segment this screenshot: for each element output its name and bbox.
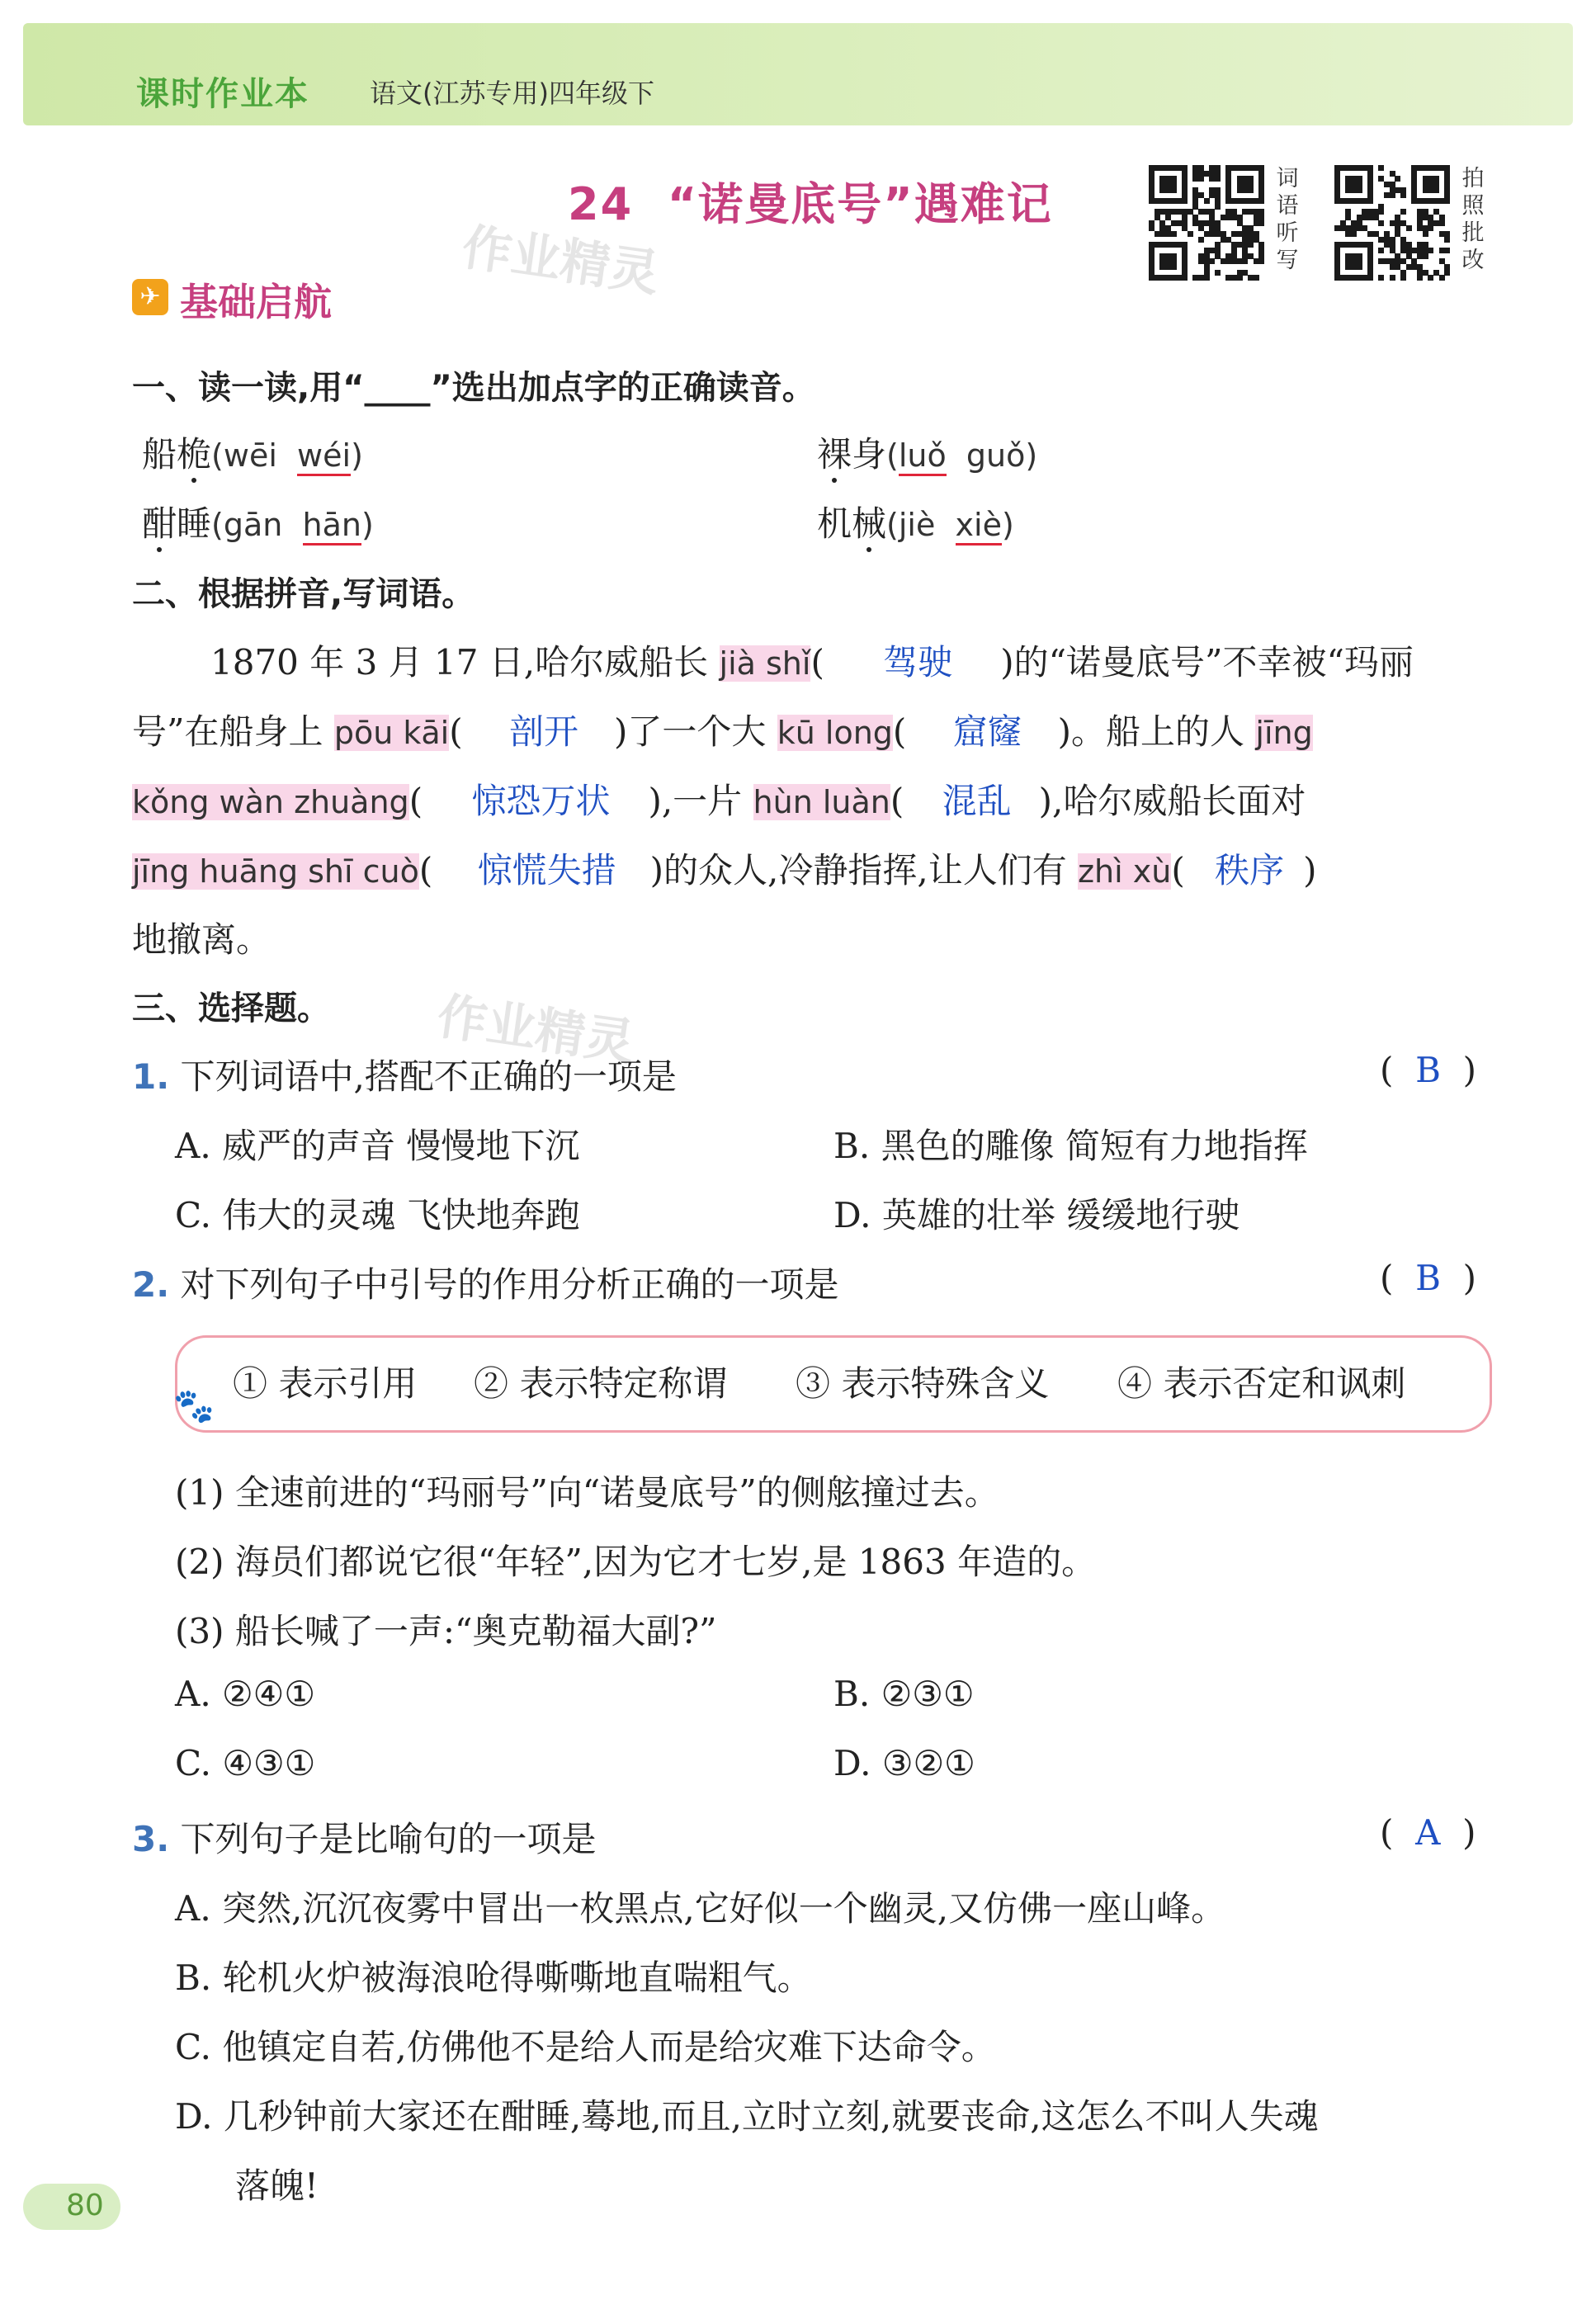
passage-text: ),哈尔威船长面对	[1038, 781, 1306, 821]
qr-module	[1209, 258, 1215, 264]
sentence: (3) 船长喊了一声:“奥克勒福大副?”	[175, 1611, 717, 1651]
qr-module	[1444, 237, 1450, 243]
qr-module	[1198, 176, 1204, 182]
qr-caption-char: 写	[1276, 248, 1299, 273]
qr-module	[1204, 198, 1210, 204]
option: A. 突然,沉沉夜雾中冒出一枚黑点,它好似一个幽灵,又仿佛一座山峰。	[175, 1888, 1226, 1929]
answer-bracket: ( A )	[1380, 1812, 1476, 1853]
pinyin-item: 酣睡(gān hān)	[142, 503, 374, 544]
qr-module	[1444, 270, 1450, 276]
pinyin-item: 裸身(luǒ guǒ)	[817, 434, 1038, 475]
section-title: 基础启航	[180, 280, 332, 324]
qr-module	[1406, 225, 1412, 231]
pinyin-item: 船桅(wēi wéi)	[142, 434, 363, 475]
qr-module	[1428, 225, 1433, 231]
qr-module	[1248, 242, 1254, 248]
qr-module	[1215, 204, 1221, 210]
option: D. 几秒钟前大家还在酣睡,蓦地,而且,立时立刻,就要丧命,这怎么不叫人失魂	[175, 2096, 1319, 2137]
qr-module	[1395, 176, 1400, 182]
qr-module	[1400, 275, 1406, 281]
answer-bracket: ( B )	[1380, 1050, 1477, 1090]
option: C. 他镇定自若,仿佛他不是给人而是给灾难下达命令。	[175, 2027, 996, 2067]
question-1	[132, 1050, 677, 1099]
qr-code-grading[interactable]	[1334, 165, 1450, 281]
lesson-title	[568, 169, 1053, 233]
reference-option: ③ 表示特殊含义	[796, 1363, 1050, 1404]
part1-heading: 一、读一读,用“____”选出加点字的正确读音。	[132, 369, 815, 407]
qr-module	[1423, 253, 1428, 259]
part2-line-2: 号”在船身上 pōu kāi( 剖开 )了一个大 kū long( 窟窿 )。船上的人 jīng	[132, 705, 1313, 754]
part2-heading: 二、根据拼音,写词语。	[132, 575, 475, 613]
qr-code-dictation[interactable]	[1149, 165, 1264, 281]
qr-caption-char: 拍	[1461, 166, 1485, 191]
option: D. 英雄的壮举 缓缓地行驶	[833, 1195, 1240, 1235]
qr-module	[1400, 192, 1406, 198]
handwritten-answer: 混乱	[942, 781, 1012, 821]
handwritten-answer: B	[1415, 1050, 1441, 1090]
pinyin-option-selected: wéi	[297, 437, 351, 476]
option-continuation: 落魄!	[235, 2166, 319, 2206]
qr-module	[1182, 275, 1188, 281]
sentence: (2) 海员们都说它很“年轻”,因为它才七岁,是 1863 年造的。	[175, 1542, 1097, 1582]
qr-module	[1367, 198, 1373, 204]
reference-option: ② 表示特定称谓	[474, 1363, 728, 1404]
part2-line-4: jīng huāng shī cuò( 惊慌失措 )的众人,冷静指挥,让人们有 zhì xù( 秩序 )	[132, 843, 1316, 893]
pinyin-prompt: hùn luàn	[753, 784, 890, 820]
qr-module	[1242, 258, 1248, 264]
qr-module	[1254, 275, 1259, 281]
handwritten-answer: 剖开	[508, 711, 578, 752]
passage-text: )。船上的人	[1057, 711, 1245, 752]
handwritten-answer: 惊恐万状	[471, 781, 611, 821]
pinyin-option: jiè	[898, 507, 936, 543]
handwritten-answer: 惊慌失措	[477, 850, 616, 890]
qr-module	[1378, 165, 1384, 171]
reference-option: ④ 表示否定和讽刺	[1117, 1363, 1406, 1404]
qr-module	[1182, 198, 1188, 204]
option: D. ③②①	[833, 1743, 975, 1783]
qr-module	[1171, 264, 1177, 270]
page-number: 80	[66, 2189, 104, 2222]
option: B. 黑色的雕像 简短有力地指挥	[833, 1126, 1308, 1166]
question-number: 2.	[132, 1264, 170, 1305]
question-2	[132, 1258, 839, 1307]
pinyin-prompt: jīng	[1255, 715, 1313, 751]
handwritten-answer: B	[1415, 1258, 1441, 1298]
qr-module	[1258, 258, 1264, 264]
qr-module	[1215, 270, 1221, 276]
brand-title: 课时作业本	[136, 75, 309, 113]
passage-text: ),一片	[648, 781, 743, 821]
handwritten-answer: 秩序	[1215, 850, 1285, 890]
qr-module	[1171, 231, 1177, 237]
qr-module	[1237, 275, 1243, 281]
qr-module	[1367, 275, 1373, 281]
pinyin-option-selected: xiè	[956, 507, 1002, 546]
handwritten-answer: A	[1415, 1812, 1441, 1853]
watermark: 作业精灵	[458, 218, 663, 304]
qr-caption-char: 照	[1461, 193, 1485, 219]
qr-module	[1417, 275, 1423, 281]
qr-module	[1378, 275, 1384, 281]
qr-caption-grading	[1461, 165, 1485, 274]
question-stem: 下列句子是比喻句的一项是	[180, 1819, 597, 1859]
qr-module	[1439, 275, 1445, 281]
qr-module	[1390, 275, 1395, 281]
qr-module	[1357, 187, 1362, 193]
qr-caption-char: 听	[1276, 220, 1299, 246]
pinyin-prompt: pōu kāi	[333, 715, 450, 751]
qr-module	[1428, 275, 1433, 281]
qr-module	[1423, 231, 1428, 237]
qr-module	[1357, 264, 1362, 270]
passage-text: 号”在船身上	[132, 711, 323, 752]
sentence: (1) 全速前进的“玛丽号”向“诺曼底号”的侧舷撞过去。	[175, 1472, 999, 1513]
qr-caption-char: 语	[1276, 193, 1299, 219]
qr-caption-char: 词	[1276, 166, 1299, 191]
question-stem: 下列词语中,搭配不正确的一项是	[180, 1056, 677, 1097]
qr-module	[1248, 187, 1254, 193]
qr-module	[1439, 220, 1445, 226]
qr-module	[1390, 192, 1395, 198]
option: B. ②③①	[833, 1674, 975, 1714]
lesson-name: “诺曼底号”遇难记	[667, 178, 1053, 230]
passage-text: 地撤离。	[132, 919, 272, 960]
qr-caption-dictation	[1275, 165, 1300, 274]
pinyin-prompt: kǒng wàn zhuàng	[132, 784, 409, 820]
qr-module	[1258, 198, 1264, 204]
subject-label: 语文(江苏专用)四年级下	[370, 78, 654, 109]
qr-module	[1215, 176, 1221, 182]
question-stem: 对下列句子中引号的作用分析正确的一项是	[180, 1264, 839, 1305]
pinyin-prompt: kū long	[777, 715, 893, 751]
pinyin-option: gān	[223, 507, 283, 543]
pinyin-option: guǒ	[966, 437, 1026, 474]
qr-module	[1188, 231, 1193, 237]
pinyin-word: 裸身	[817, 434, 887, 475]
qr-module	[1378, 209, 1384, 215]
qr-module	[1444, 198, 1450, 204]
pinyin-word: 酣睡	[142, 503, 212, 544]
qr-module	[1428, 248, 1433, 253]
option: A. ②④①	[175, 1674, 315, 1714]
watermark: 作业精灵	[433, 987, 639, 1073]
qr-module	[1351, 231, 1357, 237]
qr-module	[1444, 248, 1450, 253]
question-number: 3.	[132, 1819, 170, 1859]
option: C. ④③①	[175, 1743, 316, 1783]
passage-text: )的“诺曼底号”不幸被“玛丽	[1000, 642, 1414, 682]
pinyin-word: 机械	[817, 503, 887, 544]
pinyin-item: 机械(jiè xiè)	[817, 503, 1014, 544]
qr-caption-char: 批	[1461, 220, 1485, 246]
pinyin-option-selected: luǒ	[899, 437, 947, 476]
pinyin-prompt: zhì xù	[1078, 853, 1172, 890]
compass-icon: ✈	[132, 279, 168, 315]
handwritten-answer: 驾驶	[883, 642, 953, 682]
part3-heading: 三、选择题。	[132, 989, 330, 1027]
qr-caption-char: 改	[1461, 248, 1485, 273]
qr-module	[1258, 220, 1264, 226]
question-3	[132, 1812, 597, 1862]
option: B. 轮机火炉被海浪呛得嘶嘶地直喘粗气。	[175, 1958, 812, 1998]
pinyin-prompt: jià shǐ	[719, 645, 811, 682]
passage-text: )了一个大	[613, 711, 767, 752]
option: C. 伟大的灵魂 飞快地奔跑	[175, 1195, 580, 1235]
question-number: 1.	[132, 1056, 170, 1097]
qr-module	[1198, 237, 1204, 243]
qr-module	[1400, 209, 1406, 215]
pinyin-option: wēi	[223, 437, 277, 474]
option: A. 威严的声音 慢慢地下沉	[175, 1126, 580, 1166]
qr-module	[1378, 248, 1384, 253]
paw-icon: 🐾	[173, 1387, 215, 1425]
handwritten-answer: 窟窿	[952, 711, 1022, 752]
part2-line-1: 1870 年 3 月 17 日,哈尔威船长 jià shǐ( 驾驶 )的“诺曼底号”不幸被“玛丽	[210, 635, 1414, 685]
part2-line-3: kǒng wàn zhuàng( 惊恐万状 ),一片 hùn luàn( 混乱 ),哈尔威船长面对	[132, 774, 1306, 824]
pinyin-word: 船桅	[142, 434, 212, 475]
passage-text: 1870 年 3 月 17 日,哈尔威船长	[210, 642, 709, 682]
qr-module	[1204, 275, 1210, 281]
qr-module	[1433, 187, 1439, 193]
pinyin-prompt: jīng huāng shī cuò	[132, 853, 419, 890]
reference-option: ① 表示引用	[233, 1363, 418, 1404]
qr-module	[1378, 220, 1384, 226]
qr-module	[1171, 187, 1177, 193]
answer-bracket: ( B )	[1380, 1258, 1477, 1298]
pinyin-option-selected: hān	[303, 507, 361, 546]
lesson-number: 24	[568, 178, 634, 230]
passage-text: )的众人,冷静指挥,让人们有	[649, 850, 1067, 890]
